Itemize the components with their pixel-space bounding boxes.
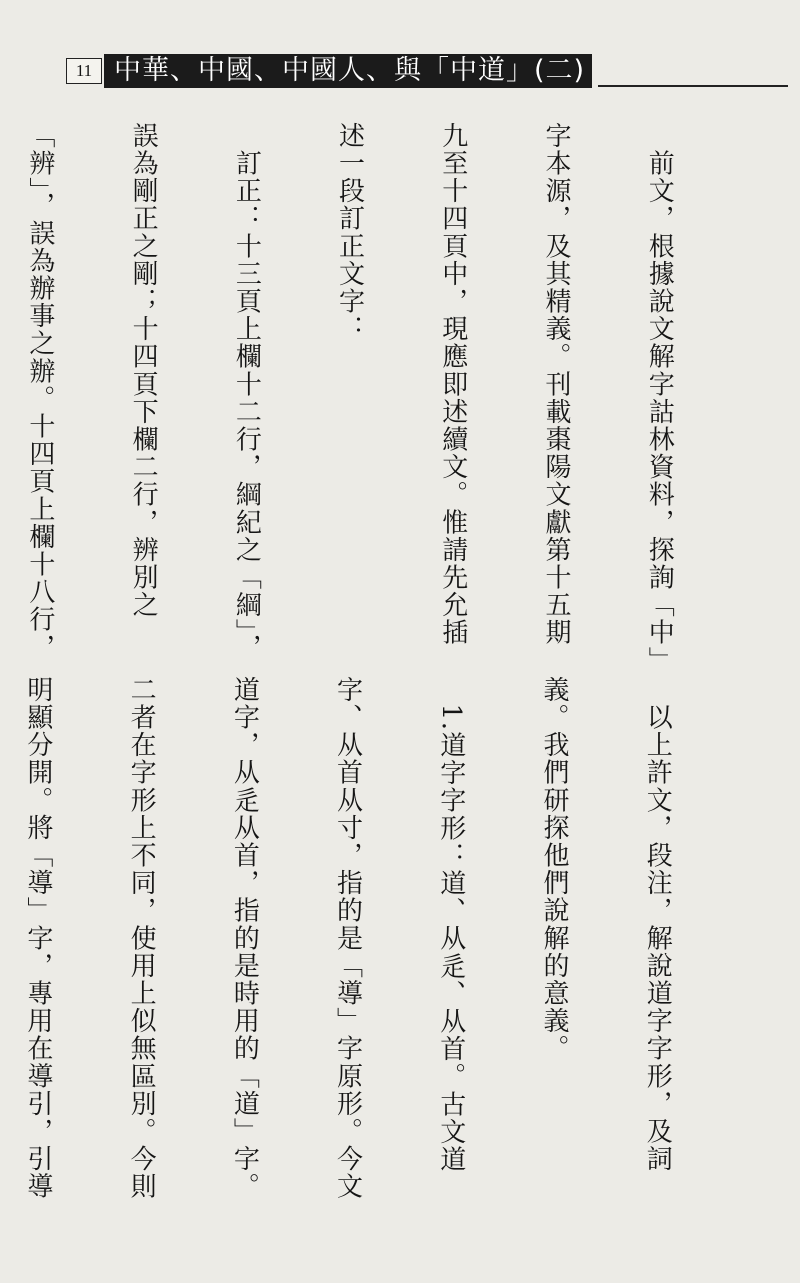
text-line: 誤為剛正之剛；十四頁下欄二行，辨別之 (128, 122, 159, 619)
text-line: 訂正：十三頁上欄十二行，綱紀之「綱」， (231, 122, 262, 661)
text-line: 以上許文，段注，解說道字字形，及詞 (642, 676, 673, 1173)
text-line: 明顯分開。將「導」字，專用在導引，引導 (22, 676, 53, 1201)
text-line: 字、从首从寸，指的是「導」字原形。今文 (332, 676, 363, 1201)
lower-text-block (22, 676, 743, 1206)
upper-text-block (24, 122, 745, 674)
text-line: 九至十四頁中，現應即述續文。惟請先允插 (437, 122, 468, 647)
title-rule (598, 85, 788, 87)
text-line: 道字，从辵从首，指的是時用的「道」字。 (229, 676, 260, 1201)
text-line: 義。我們研探他們說解的意義。 (538, 676, 569, 1063)
text-line: 「辨」，誤為辦事之辦。十四頁上欄十八行， (24, 122, 55, 661)
chapter-title-bar: 中華、中國、中國人、與「中道」(二) (104, 54, 592, 88)
text-line: 前文，根據說文解字詁林資料，探詢「中」 (644, 122, 675, 674)
page-number: 11 (66, 58, 102, 84)
text-line: 1.道字字形：道、从辵、从首。古文道 (435, 676, 466, 1174)
text-line: 二者在字形上不同，使用上似無區別。今則 (126, 676, 157, 1201)
text-line: 述一段訂正文字： (334, 122, 365, 343)
text-line: 字本源，及其精義。刊載棗陽文獻第十五期 (540, 122, 571, 647)
